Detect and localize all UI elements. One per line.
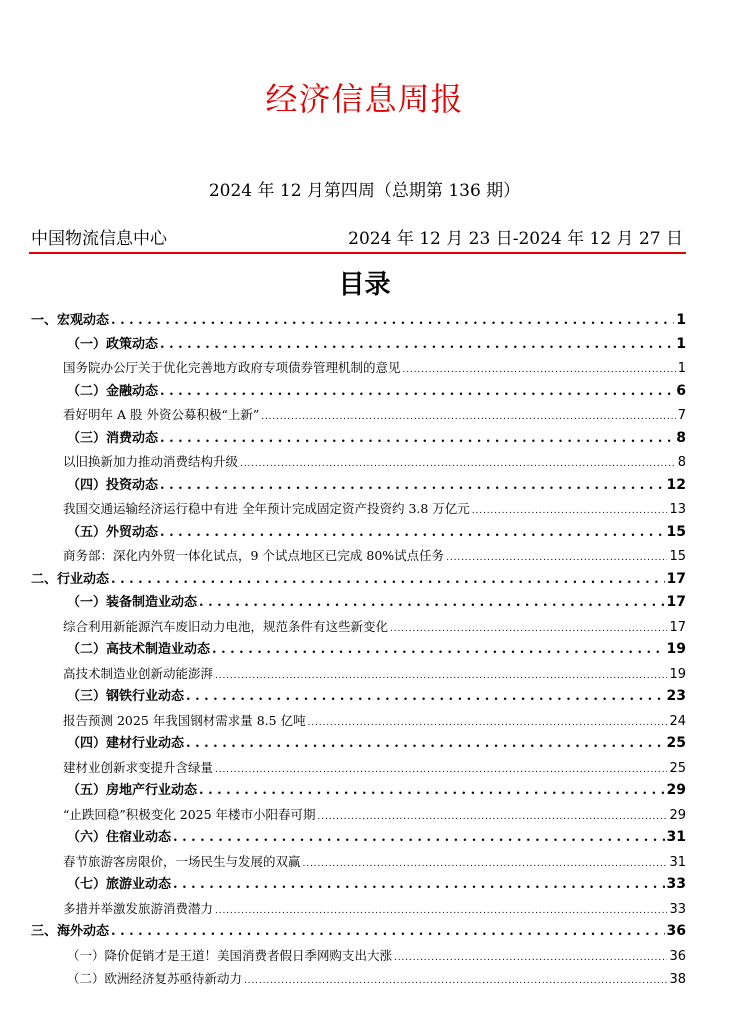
toc-entry-label: 多措并举激发旅游消费潜力 <box>63 900 214 916</box>
toc-entry-label: “止跌回稳”积极变化 2025 年楼市小阳春可期 <box>63 806 316 822</box>
toc-dot-leader <box>240 453 676 474</box>
toc-page-number: 8 <box>676 429 686 446</box>
toc-entry-label: 以旧换新加力推动消费结构升级 <box>63 454 239 469</box>
toc-dot-leader <box>261 406 675 427</box>
toc-page-number: 29 <box>666 782 686 798</box>
toc-entry-label: （三）消费动态 <box>67 430 159 446</box>
toc-entry-label: 高技术制造业创新动能澎湃 <box>63 665 214 681</box>
toc-page-number: 17 <box>666 570 686 587</box>
toc-page-number: 31 <box>669 854 686 870</box>
toc-page-number: 15 <box>669 549 686 564</box>
toc-section-entry[interactable] <box>31 521 686 545</box>
toc-dot-leader <box>173 873 665 897</box>
toc-section-entry[interactable] <box>31 920 686 944</box>
toc-section-entry[interactable] <box>31 591 686 615</box>
toc-entry-label: 一、宏观动态 <box>31 313 110 328</box>
toc-page-number: 17 <box>669 619 686 635</box>
toc-page-number: 36 <box>669 948 686 964</box>
toc-dot-leader <box>403 359 676 380</box>
toc-section-entry[interactable] <box>31 474 686 498</box>
toc-page-number: 24 <box>669 713 686 729</box>
toc-dot-leader <box>390 618 667 639</box>
toc-section-entry[interactable] <box>31 779 686 803</box>
toc-entry-label: 国务院办公厅关于优化完善地方政府专项债券管理机制的意见 <box>63 360 401 375</box>
toc-dot-leader <box>215 900 667 921</box>
toc-article-entry[interactable] <box>31 967 686 991</box>
toc-entry-label: 综合利用新能源汽车废旧动力电池，规范条件有这些新变化 <box>63 618 389 634</box>
toc-entry-label: （一）装备制造业动态 <box>67 595 198 610</box>
toc-dot-leader <box>160 333 674 357</box>
toc-entry-label: （四）建材行业动态 <box>67 736 185 751</box>
toc-entry-label: 三、海外动态 <box>31 924 110 939</box>
toc-page-number: 25 <box>666 735 686 751</box>
toc-dot-leader <box>160 427 674 451</box>
toc-heading: 目录 <box>338 270 391 300</box>
toc-article-entry[interactable] <box>31 450 686 474</box>
toc-entry-label: 商务部：深化内外贸一体化试点，9 个试点地区已完成 80%试点任务 <box>63 548 445 563</box>
toc-entry-label: （七）旅游业动态 <box>67 877 172 892</box>
toc-dot-leader <box>111 920 665 944</box>
toc-page-number: 12 <box>666 476 686 493</box>
toc-page-number: 38 <box>669 972 686 987</box>
toc-article-entry[interactable] <box>31 497 686 521</box>
toc-dot-leader <box>394 947 667 968</box>
toc-section-entry[interactable] <box>31 380 686 404</box>
toc-entry-label: （三）钢铁行业动态 <box>67 689 185 704</box>
toc-section-entry[interactable] <box>31 309 686 333</box>
organization-name: 中国物流信息中心 <box>31 229 167 249</box>
toc-entry-label: （二）欧洲经济复苏亟待新动力 <box>67 971 243 986</box>
toc-entry-label: 我国交通运输经济运行稳中有进 全年预计完成固定资产投资约 3.8 万亿元 <box>63 501 470 516</box>
toc-entry-label: （一）政策动态 <box>67 336 159 352</box>
toc-dot-leader <box>160 380 674 404</box>
toc-entry-label: 建材业创新求变提升含绿量 <box>63 759 214 775</box>
toc-page-number: 31 <box>666 829 686 845</box>
toc-article-entry[interactable] <box>31 803 686 827</box>
toc-section-entry[interactable] <box>31 568 686 592</box>
toc-entry-label: （五）外贸动态 <box>67 524 159 540</box>
toc-section-entry[interactable] <box>31 685 686 709</box>
toc-page-number: 1 <box>676 312 686 328</box>
toc-section-entry[interactable] <box>31 427 686 451</box>
toc-dot-leader <box>199 591 665 615</box>
toc-dot-leader <box>308 712 668 733</box>
toc-article-entry[interactable] <box>31 403 686 427</box>
toc-entry-label: （一）降价促销才是王道！美国消费者假日季网购支出大涨 <box>67 947 393 963</box>
toc-section-entry[interactable] <box>31 638 686 662</box>
toc-dot-leader <box>244 970 667 991</box>
toc-article-entry[interactable] <box>31 356 686 380</box>
header-divider <box>29 252 686 254</box>
toc-entry-label: 二、行业动态 <box>31 571 110 587</box>
toc-article-entry[interactable] <box>31 756 686 780</box>
toc-dot-leader <box>215 759 667 780</box>
toc-dot-leader <box>446 547 667 568</box>
toc-page-number: 13 <box>669 502 686 517</box>
date-range: 2024 年 12 月 23 日-2024 年 12 月 27 日 <box>348 229 683 249</box>
toc-dot-leader <box>186 685 665 709</box>
toc-section-entry[interactable] <box>31 333 686 357</box>
toc-dot-leader <box>318 806 668 827</box>
toc-page-number: 19 <box>669 666 686 682</box>
toc-page-number: 17 <box>666 594 686 610</box>
toc-dot-leader <box>160 474 665 498</box>
report-title: 经济信息周报 <box>265 80 464 118</box>
toc-article-entry[interactable] <box>31 709 686 733</box>
toc-dot-leader <box>186 732 665 756</box>
toc-section-entry[interactable] <box>31 732 686 756</box>
toc-entry-label: （二）高技术制造业动态 <box>67 642 211 657</box>
toc-section-entry[interactable] <box>31 826 686 850</box>
toc-entry-label: （二）金融动态 <box>67 383 159 399</box>
toc-entry-label: 看好明年 A 股 外资公募积极“上新” <box>63 407 260 422</box>
toc-entry-label: （四）投资动态 <box>67 477 159 493</box>
toc-dot-leader <box>215 665 667 686</box>
toc-article-entry[interactable] <box>31 662 686 686</box>
toc-page-number: 29 <box>669 807 686 823</box>
toc-article-entry[interactable] <box>31 615 686 639</box>
toc-dot-leader <box>199 779 665 803</box>
toc-dot-leader <box>160 521 665 545</box>
toc-article-entry[interactable] <box>31 850 686 874</box>
toc-page-number: 25 <box>669 760 686 776</box>
table-of-contents <box>31 309 686 991</box>
toc-dot-leader <box>472 500 668 521</box>
toc-page-number: 1 <box>677 361 686 376</box>
toc-page-number: 33 <box>669 901 686 917</box>
toc-article-entry[interactable] <box>31 944 686 968</box>
toc-dot-leader <box>111 568 665 592</box>
toc-dot-leader <box>173 826 665 850</box>
toc-page-number: 36 <box>666 923 686 939</box>
toc-entry-label: （五）房地产行业动态 <box>67 783 198 798</box>
toc-entry-label: 报告预测 2025 年我国钢材需求量 8.5 亿吨 <box>63 712 306 728</box>
toc-page-number: 33 <box>666 876 686 892</box>
toc-page-number: 8 <box>677 455 686 470</box>
toc-dot-leader <box>212 638 665 662</box>
toc-page-number: 15 <box>666 523 686 540</box>
toc-section-entry[interactable] <box>31 873 686 897</box>
issue-subtitle: 2024 年 12 月第四周（总期第 136 期） <box>208 181 521 201</box>
toc-page-number: 6 <box>676 382 686 399</box>
toc-page-number: 23 <box>666 688 686 704</box>
toc-entry-label: 春节旅游客房限价，一场民生与发展的双赢 <box>63 853 301 869</box>
toc-page-number: 19 <box>666 641 686 657</box>
toc-dot-leader <box>303 853 668 874</box>
toc-page-number: 1 <box>676 335 686 352</box>
toc-entry-label: （六）住宿业动态 <box>67 830 172 845</box>
toc-article-entry[interactable] <box>31 897 686 921</box>
toc-page-number: 7 <box>677 408 686 423</box>
toc-dot-leader <box>111 309 674 333</box>
toc-article-entry[interactable] <box>31 544 686 568</box>
